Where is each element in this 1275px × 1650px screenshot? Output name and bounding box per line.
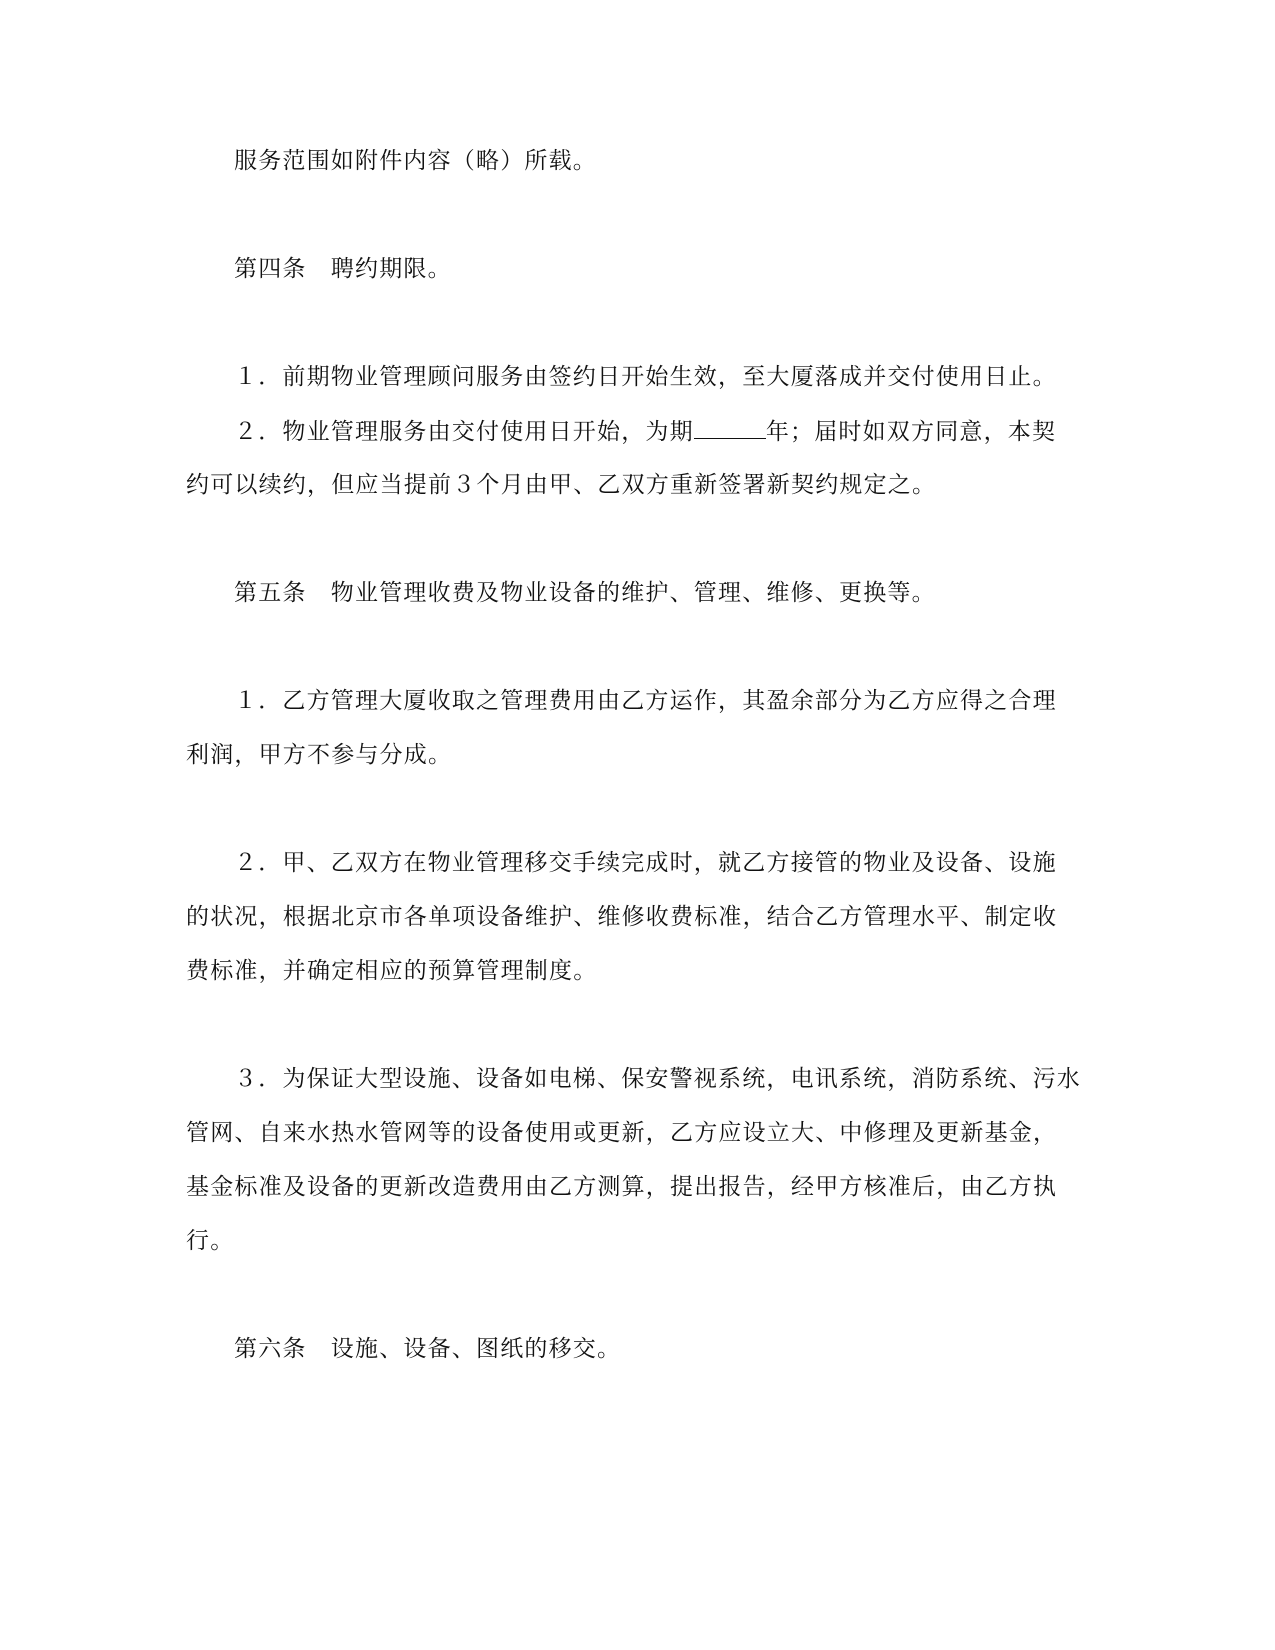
article-5-item-3-continued-1: 管网、自来水热水管网等的设备使用或更新，乙方应设立大、中修理及更新基金， xyxy=(186,1120,1058,1146)
article-5-item-3: ３．为保证大型设施、设备如电梯、保安警视系统，电讯系统，消防系统、污水 xyxy=(234,1066,1081,1092)
article-4-heading: 第四条 聘约期限。 xyxy=(234,256,452,282)
article-6-heading: 第六条 设施、设备、图纸的移交。 xyxy=(234,1336,622,1362)
article-5-item-2-continued-1: 的状况，根据北京市各单项设备维护、维修收费标准，结合乙方管理水平、制定收 xyxy=(186,904,1058,930)
article-5-heading: 第五条 物业管理收费及物业设备的维护、管理、维修、更换等。 xyxy=(234,580,936,606)
article-5-item-1-continued: 利润，甲方不参与分成。 xyxy=(186,742,453,768)
article-5-item-2: ２．甲、乙双方在物业管理移交手续完成时，就乙方接管的物业及设备、设施 xyxy=(234,850,1057,876)
scope-paragraph: 服务范围如附件内容（略）所载。 xyxy=(234,148,597,174)
article-5-item-3-continued-2: 基金标准及设备的更新改造费用由乙方测算，提出报告，经甲方核准后，由乙方执 xyxy=(186,1174,1058,1200)
article-4-item-2-text-a: ２．物业管理服务由交付使用日开始，为期 xyxy=(234,419,694,445)
article-4-item-1: １．前期物业管理顾问服务由签约日开始生效，至大厦落成并交付使用日止。 xyxy=(234,364,1057,390)
article-4-item-2-continued: 约可以续约，但应当提前３个月由甲、乙双方重新签署新契约规定之。 xyxy=(186,472,937,498)
article-5-item-2-continued-2: 费标准，并确定相应的预算管理制度。 xyxy=(186,958,598,984)
article-4-item-2 xyxy=(234,416,1056,447)
article-5-item-3-continued-3: 行。 xyxy=(186,1228,235,1254)
article-5-item-1: １．乙方管理大厦收取之管理费用由乙方运作，其盈余部分为乙方应得之合理 xyxy=(234,688,1057,714)
article-4-item-2-text-b: 年；届时如双方同意，本契 xyxy=(765,419,1057,445)
blank-years-field xyxy=(694,416,766,439)
